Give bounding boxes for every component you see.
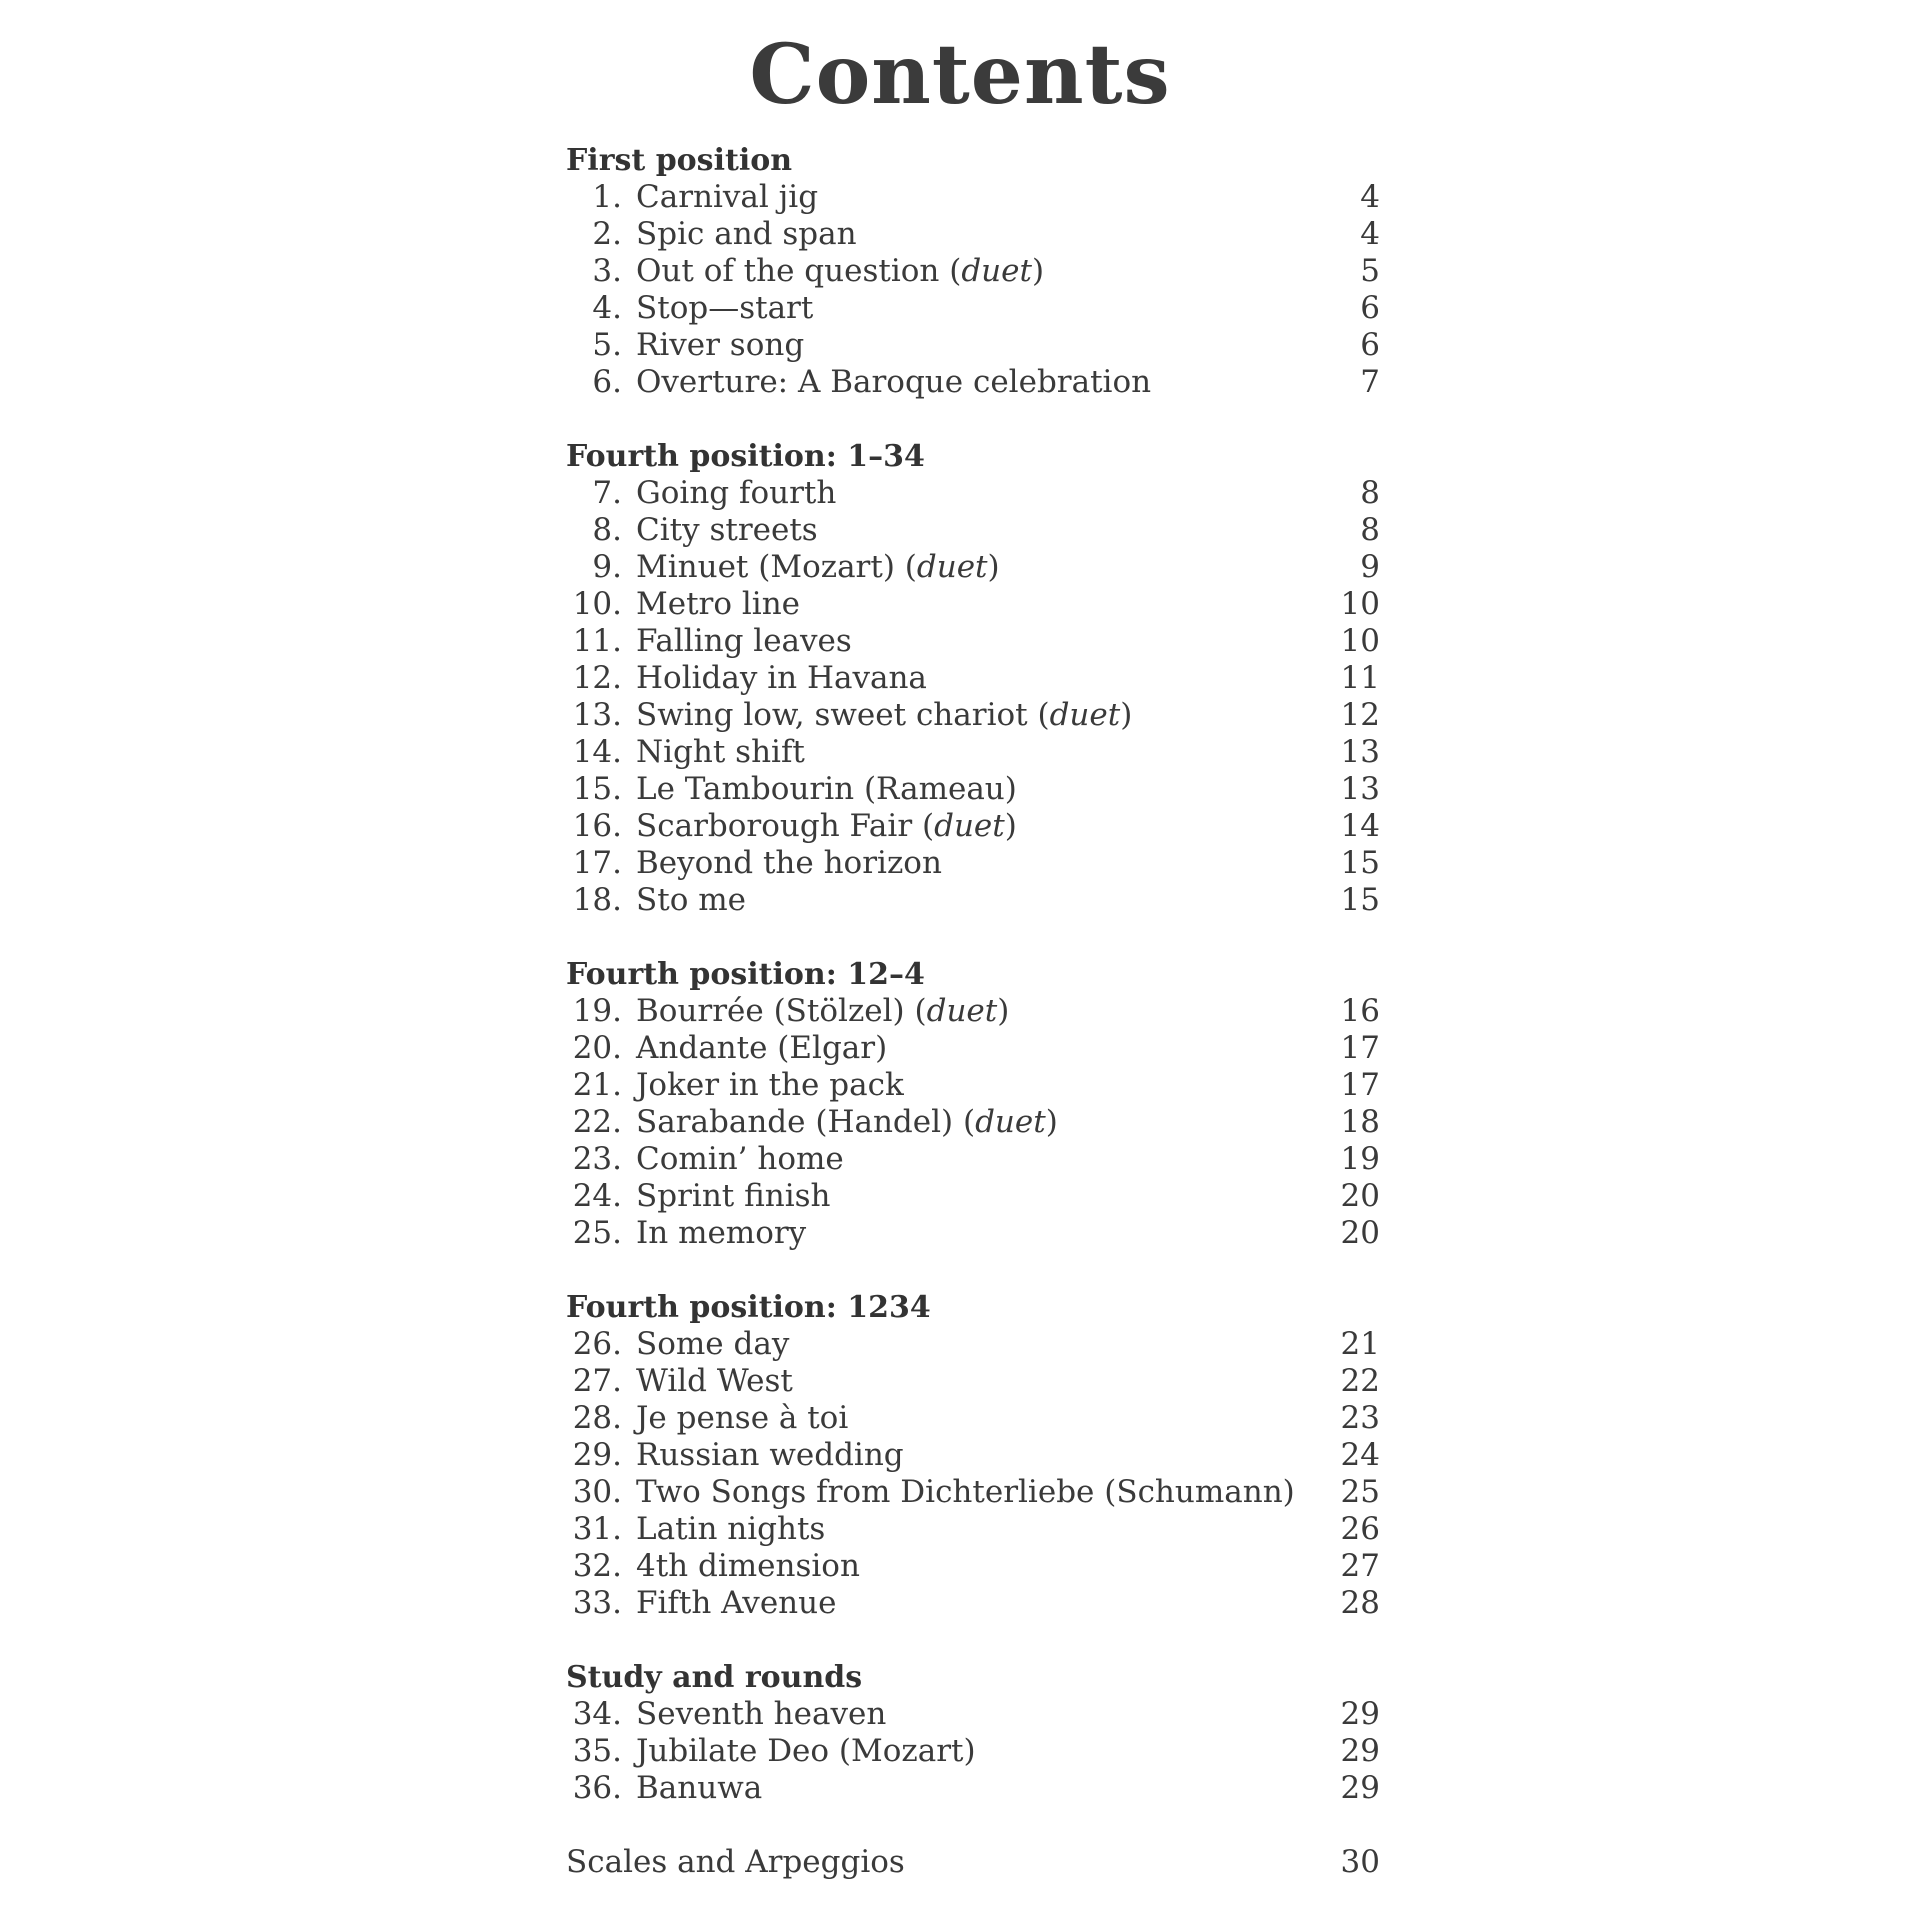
section-heading: Fourth position: 12–4 (566, 957, 925, 992)
entry-page-number: 17 (1340, 1067, 1380, 1103)
entry-title (622, 1363, 1300, 1400)
toc-entry[interactable] (564, 179, 1380, 216)
entry-title (622, 1770, 1300, 1807)
toc-entry[interactable] (564, 1585, 1380, 1622)
entry-page-number: 12 (1340, 697, 1380, 733)
entry-page-number: 10 (1340, 623, 1380, 659)
entry-number: 18. (572, 882, 622, 918)
entry-page-number: 9 (1360, 549, 1380, 585)
duet-label: duet (926, 993, 998, 1029)
toc-entry[interactable] (564, 1030, 1380, 1067)
toc-entry[interactable] (564, 1104, 1380, 1141)
entry-title (622, 623, 1300, 660)
entry-title-text: Spic and span (636, 216, 857, 252)
toc-entry[interactable] (564, 1363, 1380, 1400)
toc-entry[interactable] (564, 845, 1380, 882)
section-heading: First position (566, 143, 793, 178)
entry-title (622, 1474, 1300, 1511)
toc-entry[interactable] (564, 475, 1380, 512)
entry-page-number: 8 (1360, 475, 1380, 511)
toc-section (564, 438, 1380, 919)
entry-page-number: 21 (1340, 1326, 1380, 1362)
entry-number: 9. (592, 549, 622, 585)
entry-title-text: Sto me (636, 882, 746, 918)
toc-entry[interactable] (564, 1696, 1380, 1733)
entry-title (622, 1585, 1300, 1622)
entry-number: 1. (592, 179, 622, 215)
entry-number: 32. (572, 1548, 622, 1584)
entry-number: 36. (572, 1770, 622, 1806)
entry-number: 26. (572, 1326, 622, 1362)
entry-title-text: Latin nights (636, 1511, 826, 1547)
toc-entry[interactable] (564, 660, 1380, 697)
entry-number: 25. (572, 1215, 622, 1251)
entry-title (622, 216, 1300, 253)
entry-number: 3. (592, 253, 622, 289)
entry-number: 15. (572, 771, 622, 807)
entry-title-text: Russian wedding (636, 1437, 904, 1473)
toc-entry[interactable] (564, 1770, 1380, 1807)
entry-page-number: 14 (1340, 808, 1380, 844)
toc-entry[interactable] (564, 290, 1380, 327)
entry-title (622, 1178, 1300, 1215)
duet-label: duet (975, 1104, 1046, 1140)
entry-page-number: 13 (1340, 771, 1380, 807)
entry-title-text: Stop—start (636, 290, 814, 326)
entry-page-number: 15 (1340, 845, 1380, 881)
entry-number: 33. (572, 1585, 622, 1621)
entry-title (622, 1696, 1300, 1733)
entry-number: 29. (572, 1437, 622, 1473)
entry-page-number: 30 (1340, 1844, 1380, 1880)
entry-title-text: Scarborough Fair ( (636, 808, 935, 844)
section-heading: Fourth position: 1234 (566, 1290, 931, 1325)
entry-title-text: Night shift (636, 734, 805, 770)
entry-title (622, 586, 1300, 623)
entry-number: 21. (572, 1067, 622, 1103)
entry-title (622, 549, 1300, 586)
section-heading: Fourth position: 1–34 (566, 439, 925, 474)
entry-title-text: Metro line (636, 586, 801, 622)
entry-title-text: Beyond the horizon (636, 845, 942, 881)
entry-title-text: Sarabande (Handel) ( (636, 1104, 976, 1140)
entry-number: 4. (592, 290, 622, 326)
entry-title-text: Two Songs from Dichterliebe (Schumann) (636, 1474, 1295, 1510)
entry-title-text: Minuet (Mozart) ( (636, 549, 917, 585)
entry-title (622, 1326, 1300, 1363)
entry-page-number: 13 (1340, 734, 1380, 770)
duet-close-paren: ) (1031, 253, 1045, 289)
entry-title-text: Holiday in Havana (636, 660, 927, 696)
entry-page-number: 6 (1360, 290, 1380, 326)
entry-title (622, 253, 1300, 290)
toc-entry[interactable] (564, 216, 1380, 253)
entry-title (622, 993, 1300, 1030)
entry-title (622, 1400, 1300, 1437)
entry-title-text: Some day (636, 1326, 790, 1362)
entry-title-text: Going fourth (636, 475, 837, 511)
entry-page-number: 20 (1340, 1178, 1380, 1214)
entry-title (622, 845, 1300, 882)
toc-entry[interactable] (564, 1215, 1380, 1252)
entry-title-text: In memory (636, 1215, 807, 1251)
entry-page-number: 11 (1340, 660, 1380, 696)
entry-title (622, 364, 1300, 401)
toc-section (564, 956, 1380, 1252)
toc-entry[interactable] (564, 1733, 1380, 1770)
entry-title (622, 327, 1300, 364)
toc-entry[interactable] (564, 1548, 1380, 1585)
entry-page-number: 26 (1340, 1511, 1380, 1547)
entry-page-number: 6 (1360, 327, 1380, 363)
entry-page-number: 4 (1360, 179, 1380, 215)
toc-entry[interactable] (564, 364, 1380, 401)
entry-page-number: 29 (1340, 1696, 1380, 1732)
entry-page-number: 19 (1340, 1141, 1380, 1177)
entry-title (622, 1141, 1300, 1178)
entry-number: 34. (572, 1696, 622, 1732)
entry-title-text: Banuwa (636, 1770, 763, 1806)
toc-section (564, 1289, 1380, 1622)
toc-entry[interactable] (564, 1474, 1380, 1511)
entry-page-number: 28 (1340, 1585, 1380, 1621)
entry-title-text: Le Tambourin (Rameau) (636, 771, 1017, 807)
entry-title (622, 1733, 1300, 1770)
duet-label: duet (934, 808, 1005, 844)
toc-entry[interactable] (564, 549, 1380, 586)
toc-entry[interactable] (564, 327, 1380, 364)
section-heading: Study and rounds (566, 1660, 863, 1695)
entry-title (622, 1215, 1300, 1252)
entry-page-number: 17 (1340, 1030, 1380, 1066)
entry-page-number: 24 (1340, 1437, 1380, 1473)
entry-title (622, 808, 1300, 845)
entry-number: 10. (572, 586, 622, 622)
entry-title-text: Sprint finish (636, 1178, 831, 1214)
entry-number: 6. (592, 364, 622, 400)
entry-number: 2. (592, 216, 622, 252)
entry-number: 30. (572, 1474, 622, 1510)
entry-number: 22. (572, 1104, 622, 1140)
entry-page-number: 10 (1340, 586, 1380, 622)
entry-page-number: 18 (1340, 1104, 1380, 1140)
entry-title-text: Seventh heaven (636, 1696, 887, 1732)
entry-title-text: River song (636, 327, 805, 363)
entry-page-number: 29 (1340, 1770, 1380, 1806)
toc-entry[interactable] (564, 1326, 1380, 1363)
toc-entry[interactable] (564, 1141, 1380, 1178)
entry-title (622, 660, 1300, 697)
toc-entry[interactable] (564, 623, 1380, 660)
entry-title (622, 882, 1300, 919)
entry-number: 24. (572, 1178, 622, 1214)
duet-close-paren: ) (1045, 1104, 1058, 1140)
toc-entry[interactable] (564, 1178, 1380, 1215)
toc-entry[interactable] (564, 882, 1380, 919)
entry-title (622, 1067, 1300, 1104)
entry-title-text: City streets (636, 512, 818, 548)
table-of-contents (564, 142, 1380, 1881)
entry-page-number: 16 (1340, 993, 1380, 1029)
entry-page-number: 8 (1360, 512, 1380, 548)
duet-label: duet (916, 549, 988, 585)
toc-section (564, 142, 1380, 401)
entry-title (622, 475, 1300, 512)
entry-title-text: Joker in the pack (636, 1067, 904, 1103)
toc-entry[interactable] (564, 586, 1380, 623)
entry-title-text: Falling leaves (636, 623, 852, 659)
entry-number: 35. (572, 1733, 622, 1769)
entry-number: 13. (572, 697, 622, 733)
duet-label: duet (961, 253, 1032, 289)
entry-title: Scales and Arpeggios (566, 1844, 905, 1880)
entry-title (622, 697, 1300, 734)
toc-section (564, 1659, 1380, 1807)
entry-number: 19. (572, 993, 622, 1029)
toc-entry[interactable] (564, 734, 1380, 771)
duet-close-paren: ) (997, 993, 1010, 1029)
entry-title (622, 512, 1300, 549)
entry-title (622, 734, 1300, 771)
entry-title-text: Overture: A Baroque celebration (636, 364, 1152, 400)
toc-entry[interactable] (564, 808, 1380, 845)
entry-title-text: Out of the question ( (636, 253, 962, 289)
entry-page-number: 15 (1340, 882, 1380, 918)
toc-entry[interactable] (564, 253, 1380, 290)
entry-title (622, 290, 1300, 327)
toc-entry[interactable] (564, 512, 1380, 549)
entry-number: 23. (572, 1141, 622, 1177)
entry-title (622, 1511, 1300, 1548)
entry-page-number: 23 (1340, 1400, 1380, 1436)
duet-label: duet (1049, 697, 1121, 733)
toc-entry-scales[interactable] (564, 1844, 1380, 1881)
entry-title-text: 4th dimension (636, 1548, 860, 1584)
entry-number: 20. (572, 1030, 622, 1066)
toc-entry[interactable] (564, 1400, 1380, 1437)
entry-title (622, 771, 1300, 808)
entry-page-number: 27 (1340, 1548, 1380, 1584)
entry-number: 31. (572, 1511, 622, 1547)
entry-page-number: 25 (1340, 1474, 1380, 1510)
entry-number: 7. (592, 475, 622, 511)
entry-title (622, 1030, 1300, 1067)
page-title: Contents (749, 27, 1171, 123)
duet-close-paren: ) (1120, 697, 1133, 733)
entry-title-text: Je pense à toi (636, 1400, 849, 1436)
entry-title (622, 1548, 1300, 1585)
entry-number: 11. (572, 623, 622, 659)
entry-number: 14. (572, 734, 622, 770)
entry-title-text: Andante (Elgar) (636, 1030, 888, 1066)
entry-number: 5. (592, 327, 622, 363)
duet-close-paren: ) (987, 549, 1000, 585)
entry-title-text: Wild West (636, 1363, 793, 1399)
entry-page-number: 4 (1360, 216, 1380, 252)
entry-number: 16. (572, 808, 622, 844)
entry-number: 27. (572, 1363, 622, 1399)
entry-title (622, 179, 1300, 216)
entry-title (622, 1437, 1300, 1474)
duet-close-paren: ) (1004, 808, 1017, 844)
entry-title-text: Carnival jig (636, 179, 819, 215)
toc-entry[interactable] (564, 1437, 1380, 1474)
toc-entry[interactable] (564, 1067, 1380, 1104)
entry-number: 8. (592, 512, 622, 548)
entry-page-number: 22 (1340, 1363, 1380, 1399)
entry-title-text: Jubilate Deo (Mozart) (636, 1733, 976, 1769)
entry-page-number: 20 (1340, 1215, 1380, 1251)
entry-number: 28. (572, 1400, 622, 1436)
entry-page-number: 5 (1360, 253, 1380, 289)
toc-entry[interactable] (564, 1511, 1380, 1548)
toc-entry[interactable] (564, 697, 1380, 734)
entry-title-text: Bourrée (Stölzel) ( (636, 993, 927, 1029)
entry-number: 17. (572, 845, 622, 881)
entry-title-text: Swing low, sweet chariot ( (636, 697, 1050, 733)
entry-page-number: 7 (1360, 364, 1380, 400)
entry-title-text: Comin’ home (636, 1141, 844, 1177)
toc-entry[interactable] (564, 771, 1380, 808)
entry-title (622, 1104, 1300, 1141)
entry-title-text: Fifth Avenue (636, 1585, 837, 1621)
entry-page-number: 29 (1340, 1733, 1380, 1769)
entry-number: 12. (572, 660, 622, 696)
toc-entry[interactable] (564, 993, 1380, 1030)
